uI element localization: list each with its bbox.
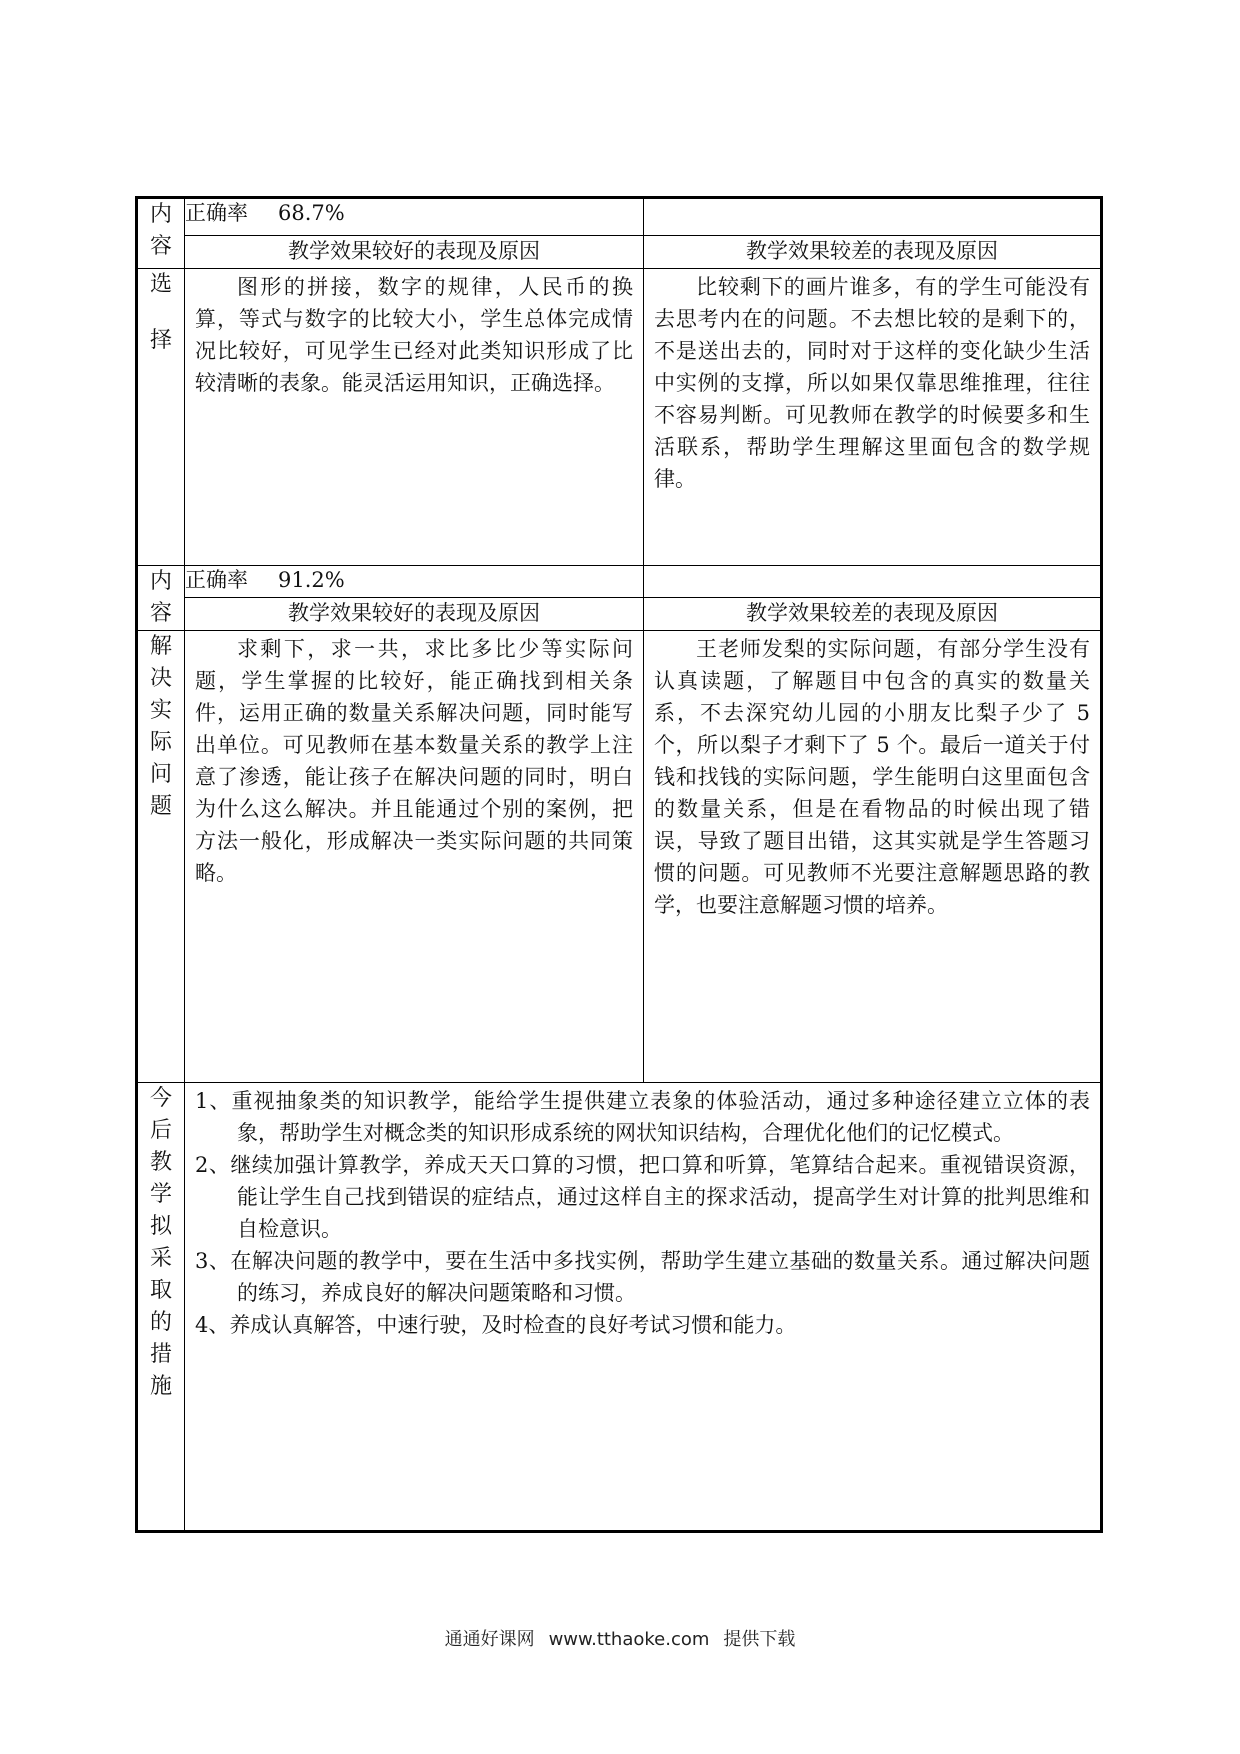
poor-performance-header: 教学效果较差的表现及原因 <box>644 598 1102 631</box>
label-char: 容 <box>149 234 172 259</box>
label-char: 择 <box>149 328 172 353</box>
topic-label-measures <box>137 1083 185 1532</box>
section1-rate-cell <box>185 198 644 236</box>
label-char: 学 <box>149 1182 172 1207</box>
label-char: 题 <box>149 794 172 819</box>
footer-site-name: 通通好课网 <box>444 1629 535 1650</box>
label-char: 的 <box>149 1310 172 1335</box>
good-performance-header: 教学效果较好的表现及原因 <box>185 598 644 631</box>
rate-label: 正确率 <box>185 568 248 592</box>
measures-cell <box>185 1083 1102 1532</box>
label-char: 解 <box>149 634 172 659</box>
label-char: 实 <box>149 698 172 723</box>
measure-item: 3、在解决问题的教学中，要在生活中多找实例，帮助学生建立基础的数量关系。通过解决问题的练习，养成良好的解决问题策略和习惯。 <box>195 1249 1090 1305</box>
label-char: 内 <box>149 202 172 227</box>
section2-header-row <box>137 598 1102 631</box>
analysis-table <box>135 196 1103 1533</box>
measures-list <box>185 1083 1100 1345</box>
choice-good-cell <box>185 269 644 566</box>
section2-rate-cell <box>185 566 644 598</box>
label-char: 问 <box>149 762 172 787</box>
section2-body-row <box>137 631 1102 1083</box>
section1-rate-row <box>137 198 1102 236</box>
problem-good-text: 求剩下，求一共，求比多比少等实际问题，学生掌握的比较好，能正确找到相关条件，运用正确的数量关系解决问题，同时能写出单位。可见教师在基本数量关系的教学上注意了渗透，能让孩子在解决问题的同时，明白为什么这么解决。并且能通过个别的案例，把方法一般化，形成解决一类实际问题的共同策略。 <box>195 637 633 885</box>
poor-performance-header: 教学效果较差的表现及原因 <box>644 236 1102 269</box>
section3-row <box>137 1083 1102 1532</box>
good-performance-header: 教学效果较好的表现及原因 <box>185 236 644 269</box>
label-char: 内 <box>149 569 172 594</box>
topic-label-choice <box>137 269 185 566</box>
section2-empty-cell <box>644 566 1102 598</box>
label-char: 后 <box>149 1118 172 1143</box>
label-char: 措 <box>149 1342 172 1367</box>
label-char: 际 <box>149 730 172 755</box>
problem-bad-text: 王老师发梨的实际问题，有部分学生没有认真读题，了解题目中包含的真实的数量关系，不去深究幼儿园的小朋友比梨子少了 5 个，所以梨子才剩下了 5 个。最后一道关于付钱和找钱的实际问题，学生能明白这里面包含的数量关系，但是在看物品的时候出现了错误，导致了题目出错，这其实就是学生答题习惯的问题。可见教师不光要注意解题思路的教学，也要注意解题习惯的培养。 <box>654 637 1090 917</box>
label-char: 决 <box>149 666 172 691</box>
choice-good-text: 图形的拼接，数字的规律，人民币的换算，等式与数字的比较大小，学生总体完成情况比较好，可见学生已经对此类知识形成了比较清晰的表象。能灵活运用知识，正确选择。 <box>195 275 633 395</box>
problem-bad-cell <box>644 631 1102 1083</box>
section1-empty-cell <box>644 198 1102 236</box>
label-char: 取 <box>149 1278 172 1303</box>
measure-item: 1、重视抽象类的知识教学，能给学生提供建立表象的体验活动，通过多种途径建立立体的表象，帮助学生对概念类的知识形成系统的网状知识结构，合理优化他们的记忆模式。 <box>195 1089 1090 1145</box>
label-char: 施 <box>149 1374 172 1399</box>
choice-bad-text: 比较剩下的画片谁多，有的学生可能没有去思考内在的问题。不去想比较的是剩下的，不是送出去的，同时对于这样的变化缺少生活中实例的支撑，所以如果仅靠思维推理，往往不容易判断。可见教师在教学的时候要多和生活联系，帮助学生理解这里面包含的数学规律。 <box>654 275 1090 491</box>
section2-content-label <box>137 566 185 631</box>
label-char: 拟 <box>149 1214 172 1239</box>
rate-value: 68.7% <box>278 201 345 225</box>
section2-rate-row <box>137 566 1102 598</box>
measure-item: 2、继续加强计算教学，养成天天口算的习惯，把口算和听算，笔算结合起来。重视错误资源，能让学生自己找到错误的症结点，通过这样自主的探求活动，提高学生对计算的批判思维和自检意识。 <box>195 1153 1090 1241</box>
problem-good-cell <box>185 631 644 1083</box>
page-footer <box>0 1625 1240 1651</box>
section1-header-row <box>137 236 1102 269</box>
label-char: 教 <box>149 1150 172 1175</box>
footer-url[interactable]: www.tthaoke.com <box>548 1629 710 1650</box>
section1-body-row <box>137 269 1102 566</box>
footer-note: 提供下载 <box>723 1629 796 1650</box>
measure-item: 4、养成认真解答，中速行驶，及时检查的良好考试习惯和能力。 <box>195 1313 797 1337</box>
rate-value: 91.2% <box>278 568 345 592</box>
rate-label: 正确率 <box>185 201 248 225</box>
label-char: 今 <box>149 1086 172 1111</box>
topic-label-problem-solving <box>137 631 185 1083</box>
label-char: 采 <box>149 1246 172 1271</box>
choice-bad-cell <box>644 269 1102 566</box>
label-char: 容 <box>149 601 172 626</box>
label-char: 选 <box>149 272 172 297</box>
section1-content-label <box>137 198 185 269</box>
